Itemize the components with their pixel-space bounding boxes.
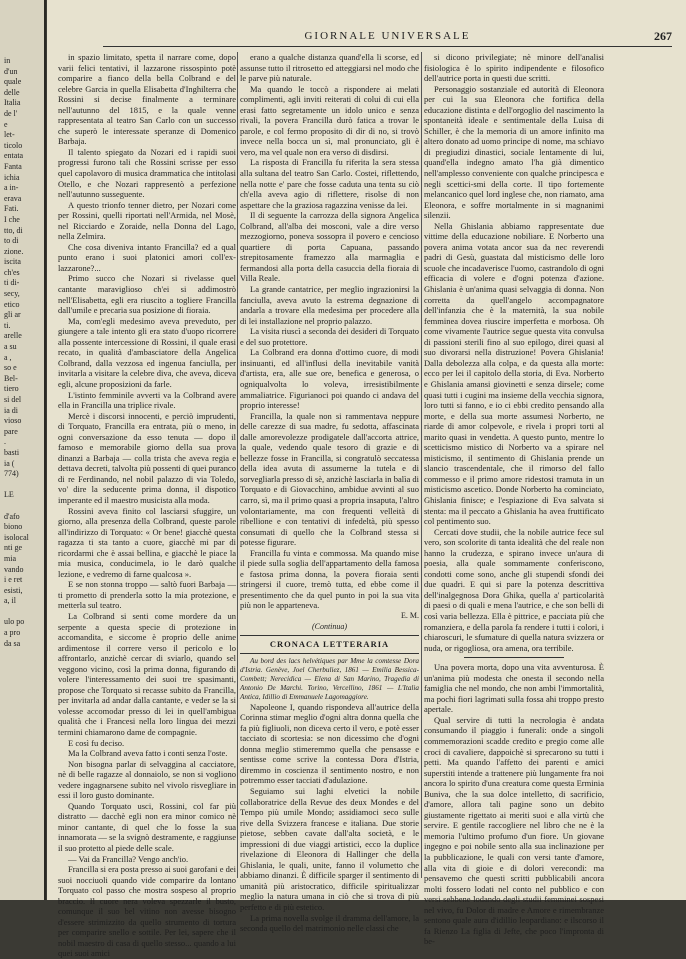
paragraph: E così fu deciso. xyxy=(68,737,125,748)
prev-page-fragment: gli ar xyxy=(4,310,21,320)
paragraph: E se non stonna troppo — saltò fuori Barbaja — ti prometto di prenderla sotto la mia protezione, e metterla sul teatro. xyxy=(58,579,236,611)
paragraph: L'istinto femminile avverti va la Colbrand avere ella in Francilla una triplice rivale. xyxy=(58,389,236,411)
journal-title: GIORNALE UNIVERSALE xyxy=(304,30,471,42)
paragraph: Mercè i discorsi innocenti, e perciò imprudenti, di Torquato, Francilla era entrata, più o meno, in ogni conversazione da esso tenuta — dopo il famoso e memorabile giorno della sua prova dinanzi a Barbaja — colla trista che aveva regia e dettava decreti, talvolta più possenti di quei puranco di re Ferdinando, nel nobil palazzo di via Toledo, vo' dire la seducente prima donna, il dispotico imperante ed il maestro musicista alla moda. xyxy=(58,410,236,505)
paragraph: Ma quando le toccò a rispondere ai melati complimenti, agli inviti reiterati di colui di cui ella erasi fatto segretamente un idolo unico e senza rivali, la povera Francilla durò fatica a trovar le parole, e col fermo proposito di dir di no, si trovò invece nella bocca un sì, mal pronunciato, gli è vero, ma vel quale non era verso di disdirsi. xyxy=(240,83,419,157)
paragraph: Il talento spiegato da Nozari ed i rapidi suoi progressi furono tali che Rossini scrisse per esso quel capolavoro di musica drammatica che intitolasi Otello, e che Nozari rappresentò a perfezione nell'autunno susseguente. xyxy=(58,146,236,200)
prev-page-fragment: ch'es xyxy=(4,267,20,277)
to-be-continued: (Continua) xyxy=(311,621,348,631)
paragraph: A questo trionfo tenner dietro, per Nozari come per Rossini, quelli riportati nell'Armida, nel Mosè, nel Ricciardo e Zoraide, nella Donna del Lago, nella Zelmira. xyxy=(58,199,236,242)
prev-page-fragment: a su xyxy=(4,342,17,352)
paragraph: Rossini aveva finito col lasciarsi sfuggire, un giorno, alla presenza della Colbrand, queste parole all'indirizzo di Torquato: « Or bene! giacchè questa ragazza ti sta tanto a cuore, giacchè mi par di ricordarmi che è assai bellina, e giacchè le piace la mia musica, conducimela, io le darò qualche lezione, e vedremo di farne qualcosa ». xyxy=(58,505,236,579)
prev-page-fragment: tto, di xyxy=(4,225,23,235)
prev-page-fragment: tiero xyxy=(4,384,19,394)
prev-page-fragment: vioso xyxy=(4,416,22,426)
prev-page-fragment: ia ( xyxy=(4,458,15,468)
prev-page-fragment: Fanta xyxy=(4,161,22,171)
prev-page-fragment: isolocal xyxy=(4,532,29,542)
paragraph: Napoleone I, quando rispondeva all'autrice della Corinna stimar meglio d'ogni altra donna quella che fa più figliuoli, non diceva certo il vero, e potè esser tacciato di scortesia: se non dicessimo che d'ogni donna meglio stimeremmo quella che pensasse e sentisse come scrive la contessa Dora d'Istria, diremmo in coscienza il sentimento nostro, e non potremmo esser tacciati d'adulazione. xyxy=(240,701,419,786)
paragraph: Che cosa diveniva intanto Francilla? ed a qual punto erano i suoi platonici amori coll'ex-lazzarone?... xyxy=(58,241,236,273)
prev-page-fragment: mia xyxy=(4,553,16,563)
prev-page-fragment: i e ret xyxy=(4,575,23,585)
header-rule xyxy=(103,46,672,47)
prev-page-fragment: biono xyxy=(4,522,23,532)
prev-page-fragment: iscita xyxy=(4,257,21,267)
prev-page-fragment: a , xyxy=(4,352,12,362)
column-divider xyxy=(237,52,238,878)
paragraph: Quando Torquato usci, Rossini, col far più distratto — dacchè egli non era minor comico nè minor cantante, di quel che lo fosse la sua innamorata — se la svignò destramente, e raggiunse il suo protetto al piede delle scale. xyxy=(58,800,236,854)
paragraph: Una povera morta, dopo una vita avventurosa. È un'anima più modesta che onesta il secondo nella famiglia che nel mondo, che non ambi l'immortalità, ma pochi fiori lagrimati sulla fossa ahi troppo presto apertale. xyxy=(424,662,604,715)
prev-page-fragment: entata xyxy=(4,151,24,161)
prev-page-fragment: in xyxy=(4,56,11,65)
author-initials: E. M. xyxy=(401,610,419,620)
prev-page-fragment: ti. xyxy=(4,320,11,330)
prev-page-fragment: ulo po xyxy=(4,617,25,627)
prev-page-fragment xyxy=(4,607,44,618)
prev-page-fragment: zione. xyxy=(4,246,24,256)
paragraph: La Colbrand era donna d'ottimo cuore, di modi insinuanti, ed all'influsi della inevitabile vanità d'artista, era, alle sue ore, benefica e generosa, o ogniqualvolta lo voleva, irresistibilmente ammaliatrice. Figurianoci poi quando ci andava del proprio interesse! xyxy=(240,347,419,411)
prev-page-fragment: vando xyxy=(4,564,24,574)
prev-page-fragment: a, il xyxy=(4,596,16,606)
paragraph: La visita riuscì a seconda dei desideri di Torquato e del suo protettore. xyxy=(240,326,419,347)
paragraph: si dicono privilegiate; nè minore dell'analisi fisiologica è lo spirito indipendente e filosofico dell'autrice porta in questi due scritti. xyxy=(424,52,604,84)
prev-page-fragment: Bel- xyxy=(4,373,18,383)
prev-page-fragment: LE xyxy=(4,490,14,500)
prev-page-fragment: esisti, xyxy=(4,585,23,595)
prev-page-fragment: d'afo xyxy=(4,511,20,521)
prev-page-fragment: . xyxy=(4,437,6,447)
prev-page-fragment: 774) xyxy=(4,469,19,479)
prev-page-fragment: ticolo xyxy=(4,140,23,150)
prev-page-fragment: ichia xyxy=(4,172,20,182)
prev-page-fragment: arelle xyxy=(4,331,22,341)
paragraph: Francilla si era posta presso ai suoi garofani e dei suoi nocciuoli quando vide comparire da lontano Torquato col passo che mostra sospeso al proprio braccio. Il cuore nera voleva spezzarle il busto, comunque il suo bel vitino non avesse bisogno d'essere strimizzito da quello strumento di tortura per comparire snello e sottile. Per lei, sapere che il nobil maestro di casa di quello stesso... quando a lui quei suoi amici xyxy=(58,864,236,959)
prev-page-fragment xyxy=(4,480,44,491)
paragraph: in spazio limitato, spetta il narrare come, dopo varii felici tentativi, il lazzarone rissospinto potè comparire a fianco della bella Colbrand e del celebre Garcia in quella Elisabetta d'Inghilterra che Rossini si decise finalmente a terminare nell'autunno del 1815, e la quale venne rappresentata al teatro San Carlo con un successo che superò le interessate speranze di Domenico Barbaja. xyxy=(58,52,236,147)
prev-page-fragment: secy, xyxy=(4,289,20,299)
paragraph: Personaggio sostanziale ed autorità di Eleonora per cui la sua Eleonora che fortifica della educazione distinta e dell'orgoglio del nascimento la spontaneità ideale e sentimentale della Luisa di Schiller, è che la memoria di un amore infinito ma altero donato ad uomo principe di nome, ma schiavo di pregiudizi dinastici, sociale lentamente di lui, quand'ella indegno amato l'ha già dimentico nell'amplesso conveniente con qualche principesca e negli scettici-smi della corte. Il tipo fortemente melancanico quel lord inglese che, non riamato, ama Eleonora, e soffre mortalmente in si magnanimi silenzii. xyxy=(424,83,604,221)
paragraph: Primo succo che Nozari si rivelasse quel cantante maraviglioso ch'ei si addimostrò nell'Elisabetta, egli era riuscito a togliere Francilla dall'umile e precaria sua posizione di fioraia. xyxy=(58,273,236,316)
paragraph: La prima novella svolge il dramma dell'amore, la seconda quello del matrimonio nelle classi che xyxy=(240,912,419,934)
prev-page-fragment: a in- xyxy=(4,183,19,193)
prev-page-fragment: Italia xyxy=(4,98,21,108)
paragraph: La Colbrand si senti come mordere da un serpente a questa specie di protezione in accomandita, e siccome è proprio delle anime ardimentose il correre verso il pericolo e lo affrontarlo, anzichè cercar di sviarlo, quando sel veggono vicino, così la prima donna, figurando di volere l'interessamento dei suoi tre spasimanti, propose che Torquato si recasse subito da Francilla, per invitarla ad andar dalla cantante, e veder se la si volesse accomodar presso di lei in quell'ambigua qualità che i Francesi nella loro lingua dei mezzi termini chiamarono dame de compagnie. xyxy=(58,610,236,737)
section-rule xyxy=(240,653,419,654)
section-rule xyxy=(464,657,564,658)
bibliographic-note: Au bord des lacs helvétiques par Mme la comtesse Dora d'Istria. Genève, Joel Cherbuliez, 1861 — Emilia Bessica-Combett; Nerecidica — Elena di San Marino, Tragedia di Antonio De Marchi. Torino, Vercellino, 1861 — L'Italia Antica, Idillio di Emmanuele Lagomaggiore. xyxy=(240,656,419,701)
prev-page-fragment: nti ge xyxy=(4,543,22,553)
review-text xyxy=(240,702,419,934)
paragraph: Francilla fu vinta e commossa. Ma quando mise il piede sulla soglia dell'appartamento della famosa e fastosa prima donna, la povera fioraia senti stringersi il cuore, tremò tutta, ed ebbe come il presentimento che da quel punto in poi la sua vita più non le apparteneva. xyxy=(240,547,419,611)
column-right xyxy=(424,52,604,947)
prev-page-fragment: erava xyxy=(4,193,22,203)
previous-page-fragments xyxy=(0,0,44,649)
prev-page-fragment: e xyxy=(4,119,8,129)
prev-page-fragment: de l' xyxy=(4,108,18,118)
prev-page-fragment: pare xyxy=(4,426,18,436)
paragraph: Cercati dove studii, che la nobile autrice fece sul vero, son scolorite di tanta idealità che del reale non hanno la crudezza, e spirano invece un'aura di poesia, alla quale sommamente conferiscono, condotti come sono, anche gli stupendi sfondi dei due quadri. E qui si pare la potenza descrittiva dell'inalgegnosa Dora Ghika, quella a' particolarità di paesi o di quali e mena l'autrice, e che son belli di così varia bellezza. Ella è pittrice, e pacciata più che romanziera, e della parola fa rendere i tutti i colori, i chiaroscuri, le sfumature di quella natura svizzera or nuda, or rigogliosa, ora amena, ora terribile. xyxy=(424,526,604,653)
section-rule xyxy=(240,635,419,636)
prev-page-fragment: I che xyxy=(4,214,20,224)
paragraph: Seguiamo sui laghi elvetici la nobile collaboratrice della Revue des deux Mondes e del Tempo più umile Mondo; assidiamoci seco sulle rive della Svizzera francese e italiana. Due storie pietose, sebben cavate dall'alta società, e le impressioni di due viaggi artistici, ecco la duplice rivelazione di Eleonora di Hallinger che della Ghislania, le quali, unite, fanno il volumetto che abbiamo dinanzi. È difficile sparger il sentimento di umanità più aristocratico, difficile spiritualizzar meglio la natura umana in ciò che si trova di più perfetto e di più estetico. xyxy=(240,786,419,913)
paragraph: Ma la Colbrand aveva fatto i conti senza l'oste. xyxy=(68,748,228,759)
prev-page-fragment: quale xyxy=(4,77,22,87)
paragraph: Nella Ghislania abbiamo rappresentate due vittime della educazione nobiliare. E Norberto una povera anima votata ancor sua da nec reverendi padri di Gesù, guastata dal misticismo delle loro scuole che incadaverisce l'uomo, castrandolo di ogni efficacia di volere e d'ogni potenza d'azione. Ghislania è un'anima quasi selvaggia di donna. Non corretta da quell'angelo accompagnatore dell'infanzia che è la maternità, la sua nobile femminea dovea riuscire imperfetta e morbosa. Oh come vivamente l'autrice segue questa vita convulsa di passioni sterili fino al suo epilogo, direi quasi al suo divorarsi nella distruzione! Povera Ghislania! Dalla debolezza alla colpa, e da questa alla morte: ecco per lei il capitolo della storia, di Eva. Norberto e Ghislania amansi giovinetti e senza dirsele; come quasi tutti i cugini ma insieme della vecchia signora, loro tutti si fanno, e io ci ebbi credito pensando alla morte, e della sua morte assumesi Norberto, ne riarde di amor colpevole, e rivela i propri torti al marito quasi in vendetta. A questo punto, mentre lo scetticismo mistico di Norberto va a spirare nel misticismo, il sentimento di Ghislania prende un slancio trascendentale, che il rimorso del fallo commesso e il primo amore ridestosi tramuta in un misticismo ascetico. Donde Norberto ha cominciato, Ghislania finisce; e l'espiazione di Eva salvata si stenta: ma il peccato a Ghislania ha avea fruttificato col pentimento suo. xyxy=(424,220,604,527)
page-number: 267 xyxy=(654,29,672,43)
page-header xyxy=(103,30,672,46)
section-title: CRONACA LETTERARIA xyxy=(269,639,390,650)
prev-page-fragment: so e xyxy=(4,363,17,373)
column-middle xyxy=(240,52,419,934)
feuilleton-text xyxy=(240,52,419,611)
obituary-review xyxy=(424,662,604,947)
prev-page-fragment: etico xyxy=(4,299,20,309)
paragraph: erano a qualche distanza quand'ella li scorse, ed assunse tutto il ritrosetto ed atteggiarsi nel modo che le parve più naturale. xyxy=(240,52,419,84)
prev-page-fragment: da sa xyxy=(4,638,21,648)
prev-page-fragment: Fati. xyxy=(4,204,19,214)
review-continued xyxy=(424,52,604,653)
paragraph: — Vai da Francilla? Vengo anch'io. xyxy=(68,853,189,864)
prev-page-fragment: ti di- xyxy=(4,278,20,288)
paragraph: La risposta di Francilla fu riferita la sera stessa alla sultana del teatro San Carlo. Costei, riflettendo, nella notte e' pare che fosse caduta una tenta su ciò ch'ella aveva agio di riflettere, risolse di non aspettare che la graziosa ragazzina venisse da lei. xyxy=(240,157,419,210)
column-left xyxy=(58,52,236,959)
signature xyxy=(240,611,419,622)
prev-page-fragment: a pro xyxy=(4,628,21,638)
paragraph: La grande cantatrice, per meglio ingrazionirsi la fanciulla, aveva avuto la estrema degnazione di andarla a trovare ella medesima per procedere alla di lei installazione nel proprio palazzo. xyxy=(240,284,419,326)
prev-page-fragment: ia di xyxy=(4,405,18,415)
paragraph: Qual servire di tutti la necrologia è andata consumando il piaggio i funerali: onde a singoli commemorazioni scadde credito e pregio come alle croci di cavaliere, dappoichè si sprecarono su tutti i petti. Ma quando l'affetto dei parenti e amici superstiti intende a trattenere più lungamente fra noi ancora lo spirito d'una creatura come questa Erminia Buniva, che la sua dolce intelletto, di sacrificio, d'amore, allora tali pagine sono un debito giustamente rigettato ai meriti suoi e alla virtù che servire. E gentile raccogliere nel libro che ne è la memoria l'ultimo profumo d'un fiore. Un giovane ingegno e poi nobile sento alla sua inclinazione per la pubblicazione, le quali con versi tante d'amore, alla vita di gioie e di dolori verecondi: ma pensavemo che questi scritti pubblicabili ancora molti fossero lodati nel conto nel pubblico e con versi sebbene lodando degli studii femminei sospesi nel vivo, fu Dolor di madre e Amore e rimembranze sentono quale aura d'idillio leopardiano: e ilscorso il fa Rienzo La figlia di Jefte, che poco l'impronta di be- xyxy=(424,714,604,947)
prev-page-fragment: delle xyxy=(4,87,20,97)
prev-page-fragment xyxy=(4,501,44,512)
prev-page-fragment: basti xyxy=(4,447,20,457)
prev-page-fragment: d'un xyxy=(4,66,18,76)
paragraph: Ma, com'egli medesimo aveva preveduto, per giungere a tale intento gli era stato d'uopo ricorrere alla possente intercessione di Rossini, il quale erasi recato, in qualità d'ambasciatore della Angelica Colbrand, dalla vezzosa ed ingenua fanciulla, per invitarla a visitare la celebre diva, che aveva, diceva egli, alcune proposizioni da farle. xyxy=(58,315,236,389)
column-divider xyxy=(421,52,422,878)
paragraph: Il di seguente la carrozza della signora Angelica Colbrand, all'alba dei mosconi, vale a dire verso mezzogiorno, poneva sossopra il povero e cencioso quartiere di porta Capuana, passando strepitosamente framezzo alla marmaglia e fermandosi alla porta della casuccia della fioraia di Villa Reale. xyxy=(240,210,419,284)
previous-page-margin xyxy=(0,0,46,900)
paragraph: Francilla, la quale non si rammentava neppure delle carezze di sua madre, fu sedotta, affascinata dalle amorevolezze prodigatele dall'accorta attrice, la quale, vedendo quale tesoro di grazie e di bellezze fosse in Francilla, si congratulò seccatessa della idea avuta di assumerne la tutela e di sorvegliarla presso di sè, anzichè lasciarla in balìa di Torquato e di Giovacchino, ambidue avvinti al suo carro, sì, ma il primo quasi a propria insaputa, l'altro volontariamente, ma con frequenti velleità di ribellione e con tentativi di infedeltà, più spesso consumati di quello che la Colbrand stessa si potesse figurare. xyxy=(240,410,419,548)
paragraph: Non bisogna parlar di selvaggina al cacciatore, nè di belle ragazze al donnaiolo, se non si vogliono vedere ingagnarsene subito nel vivolo risvegliare in essi il loro gusto dominante. xyxy=(58,758,236,801)
prev-page-fragment: let- xyxy=(4,130,15,140)
prev-page-fragment: to di xyxy=(4,236,19,246)
prev-page-fragment: si del xyxy=(4,395,22,404)
